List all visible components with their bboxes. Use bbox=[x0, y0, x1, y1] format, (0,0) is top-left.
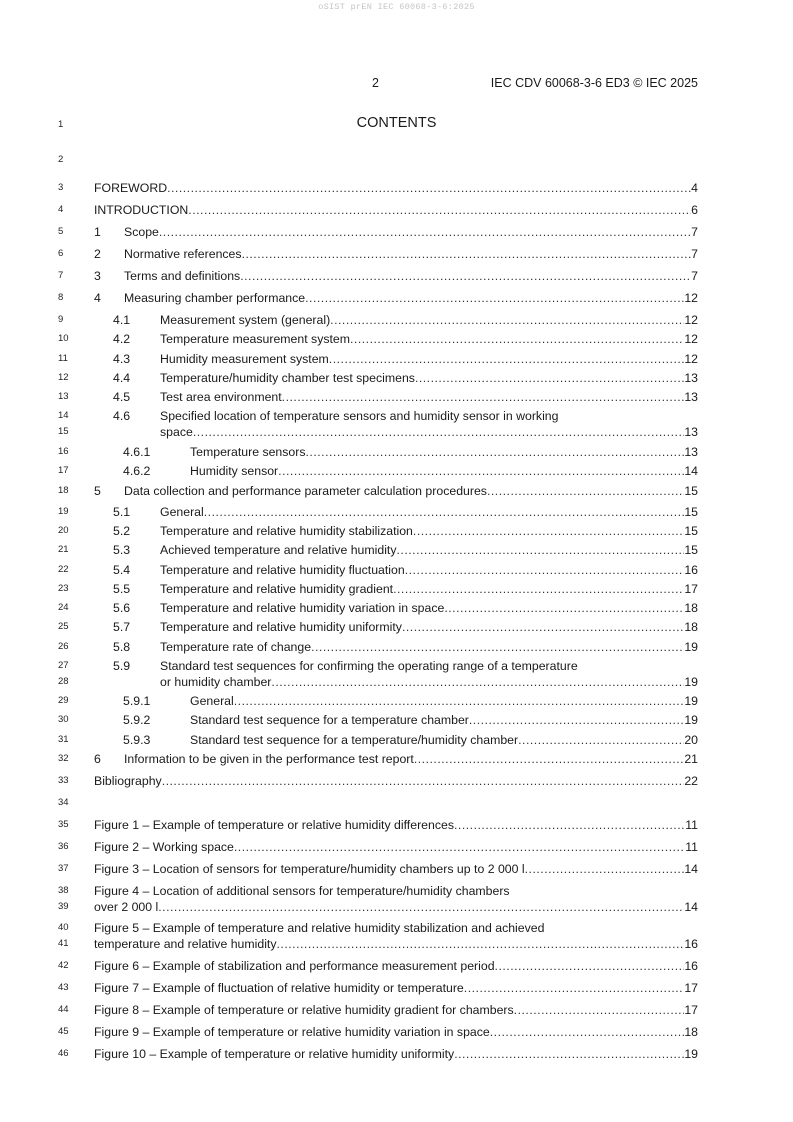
toc-entry-page: 15 bbox=[684, 524, 698, 538]
toc-entry-title: Temperature/humidity chamber test specimens bbox=[160, 371, 415, 385]
toc-entry-4-6-2[interactable] bbox=[123, 463, 698, 479]
figure-entry-2[interactable] bbox=[94, 839, 698, 855]
line-number: 14 bbox=[58, 410, 69, 421]
line-number: 32 bbox=[58, 753, 69, 764]
toc-entry-1[interactable] bbox=[94, 224, 698, 240]
toc-entry-4-5[interactable] bbox=[113, 389, 698, 405]
toc-entry-5-8[interactable] bbox=[113, 639, 698, 655]
figure-entry-title: Figure 2 – Working space bbox=[94, 840, 234, 854]
figure-entry-title-cont: temperature and relative humidity bbox=[94, 937, 277, 951]
document-reference: IEC CDV 60068-3-6 ED3 © IEC 2025 bbox=[490, 76, 698, 90]
toc-entry-5-9-1[interactable] bbox=[123, 693, 698, 709]
leader-dots bbox=[306, 444, 685, 460]
toc-entry-title-cont: space bbox=[160, 425, 193, 439]
page-number: 2 bbox=[372, 76, 379, 90]
toc-entry-number: 4 bbox=[94, 291, 101, 305]
figure-entry-title: Figure 5 – Example of temperature and relative humidity stabilization and achieved bbox=[94, 921, 545, 935]
toc-entry-5-9-cont[interactable] bbox=[160, 674, 698, 690]
line-number: 34 bbox=[58, 797, 69, 808]
leader-dots bbox=[454, 817, 685, 833]
leader-dots bbox=[413, 523, 684, 539]
leader-dots bbox=[350, 331, 684, 347]
leader-dots bbox=[514, 1002, 685, 1018]
toc-entry-3[interactable] bbox=[94, 268, 698, 284]
figure-entry-1[interactable] bbox=[94, 817, 698, 833]
figure-entry-page: 16 bbox=[684, 937, 698, 951]
toc-entry-4-1[interactable] bbox=[113, 312, 698, 328]
line-number: 41 bbox=[58, 938, 69, 949]
watermark: oSIST prEN IEC 60068-3-6:2025 bbox=[318, 2, 475, 12]
leader-dots bbox=[495, 958, 685, 974]
toc-entry-4-6-cont[interactable] bbox=[160, 424, 698, 440]
figure-entry-page: 14 bbox=[684, 862, 698, 876]
figure-entry-page: 14 bbox=[684, 900, 698, 914]
figure-entry-title: Figure 10 – Example of temperature or relative humidity uniformity bbox=[94, 1047, 455, 1061]
toc-entry-title: Measurement system (general) bbox=[160, 313, 331, 327]
toc-entry-page: 19 bbox=[684, 640, 698, 654]
line-number: 29 bbox=[58, 695, 69, 706]
leader-dots bbox=[188, 202, 691, 218]
toc-entry-page: 6 bbox=[691, 203, 698, 217]
toc-entry-page: 18 bbox=[684, 601, 698, 615]
line-number: 7 bbox=[58, 270, 64, 281]
toc-entry-4-4[interactable] bbox=[113, 370, 698, 386]
figure-entry-4-cont[interactable] bbox=[94, 899, 698, 915]
toc-entry-page: 19 bbox=[684, 675, 698, 689]
figure-entry-title-cont: over 2 000 l bbox=[94, 900, 159, 914]
toc-entry-title: Standard test sequence for a temperature chamber bbox=[190, 713, 469, 727]
figure-entry-9[interactable] bbox=[94, 1024, 698, 1040]
leader-dots bbox=[525, 861, 685, 877]
toc-entry-title: Scope bbox=[124, 225, 159, 239]
leader-dots bbox=[329, 351, 685, 367]
figure-entry-title: Figure 8 – Example of temperature or relative humidity gradient for chambers bbox=[94, 1003, 514, 1017]
leader-dots bbox=[162, 773, 685, 789]
toc-entry-title: Temperature sensors bbox=[190, 445, 306, 459]
toc-entry-number: 4.5 bbox=[113, 390, 131, 404]
toc-entry-number: 5.1 bbox=[113, 505, 131, 519]
toc-entry-title: Bibliography bbox=[94, 774, 162, 788]
toc-entry-page: 15 bbox=[684, 484, 698, 498]
toc-entry-number: 5.9.1 bbox=[123, 694, 151, 708]
toc-entry-page: 15 bbox=[684, 505, 698, 519]
line-number: 35 bbox=[58, 819, 69, 830]
figure-entry-page: 17 bbox=[684, 1003, 698, 1017]
leader-dots bbox=[414, 751, 684, 767]
toc-entry-number: 3 bbox=[94, 269, 101, 283]
leader-dots bbox=[277, 936, 685, 952]
figure-entry-title: Figure 3 – Location of sensors for temperature/humidity chambers up to 2 000 l bbox=[94, 862, 525, 876]
leader-dots bbox=[454, 1046, 684, 1062]
toc-entry-page: 14 bbox=[684, 464, 698, 478]
toc-entry-number: 5.4 bbox=[113, 563, 131, 577]
toc-entry-foreword[interactable] bbox=[94, 180, 698, 196]
toc-entry-title: Temperature and relative humidity uniformity bbox=[160, 620, 402, 634]
toc-entry-title: General bbox=[160, 505, 204, 519]
leader-dots bbox=[415, 370, 684, 386]
leader-dots bbox=[305, 290, 684, 306]
leader-dots bbox=[487, 483, 684, 499]
leader-dots bbox=[159, 224, 691, 240]
toc-entry-page: 18 bbox=[684, 620, 698, 634]
toc-entry-page: 15 bbox=[684, 543, 698, 557]
toc-entry-page: 12 bbox=[684, 291, 698, 305]
toc-entry-title: Temperature and relative humidity variation in space bbox=[160, 601, 445, 615]
toc-entry-page: 22 bbox=[684, 774, 698, 788]
toc-entry-4-6-1[interactable] bbox=[123, 444, 698, 460]
toc-entry-page: 13 bbox=[684, 371, 698, 385]
line-number: 12 bbox=[58, 372, 69, 383]
toc-entry-page: 20 bbox=[684, 733, 698, 747]
leader-dots bbox=[278, 463, 684, 479]
toc-entry-number: 4.6 bbox=[113, 409, 131, 423]
toc-entry-4-6[interactable] bbox=[113, 408, 559, 424]
toc-entry-number: 5.3 bbox=[113, 543, 131, 557]
line-number: 8 bbox=[58, 292, 64, 303]
leader-dots bbox=[234, 693, 685, 709]
line-number: 46 bbox=[58, 1048, 69, 1059]
line-number: 19 bbox=[58, 506, 69, 517]
toc-entry-number: 5.5 bbox=[113, 582, 131, 596]
figure-entry-title: Figure 6 – Example of stabilization and performance measurement period bbox=[94, 959, 495, 973]
toc-entry-page: 4 bbox=[691, 181, 698, 195]
line-number: 40 bbox=[58, 922, 69, 933]
toc-entry-number: 5 bbox=[94, 484, 101, 498]
toc-entry-number: 4.3 bbox=[113, 352, 131, 366]
figure-entry-8[interactable] bbox=[94, 1002, 698, 1018]
toc-entry-number: 4.6.2 bbox=[123, 464, 151, 478]
figure-entry-3[interactable] bbox=[94, 861, 698, 877]
leader-dots bbox=[311, 639, 684, 655]
toc-entry-page: 7 bbox=[691, 247, 698, 261]
toc-entry-title: General bbox=[190, 694, 234, 708]
toc-entry-page: 19 bbox=[684, 713, 698, 727]
toc-entry-number: 5.9.2 bbox=[123, 713, 151, 727]
toc-entry-number: 2 bbox=[94, 247, 101, 261]
toc-entry-page: 17 bbox=[684, 582, 698, 596]
toc-entry-number: 1 bbox=[94, 225, 101, 239]
toc-entry-2[interactable] bbox=[94, 246, 698, 262]
line-number: 4 bbox=[58, 204, 64, 215]
toc-entry-title: Data collection and performance parameter calculation procedures bbox=[124, 484, 487, 498]
figure-entry-4[interactable] bbox=[94, 883, 510, 899]
toc-entry-5-7[interactable] bbox=[113, 619, 698, 635]
toc-entry-number: 4.6.1 bbox=[123, 445, 151, 459]
toc-entry-number: 4.1 bbox=[113, 313, 131, 327]
leader-dots bbox=[405, 562, 685, 578]
toc-entry-page: 13 bbox=[684, 425, 698, 439]
figure-entry-page: 17 bbox=[684, 981, 698, 995]
line-number: 11 bbox=[58, 353, 68, 364]
toc-entry-number: 5.9.3 bbox=[123, 733, 151, 747]
toc-entry-page: 13 bbox=[684, 390, 698, 404]
toc-entry-page: 21 bbox=[684, 752, 698, 766]
leader-dots bbox=[469, 712, 684, 728]
toc-entry-number: 5.2 bbox=[113, 524, 131, 538]
toc-entry-number: 5.7 bbox=[113, 620, 131, 634]
line-number: 9 bbox=[58, 314, 64, 325]
line-number: 23 bbox=[58, 583, 69, 594]
toc-entry-page: 13 bbox=[684, 445, 698, 459]
toc-entry-title-cont: or humidity chamber bbox=[160, 675, 272, 689]
leader-dots bbox=[242, 246, 692, 262]
leader-dots bbox=[158, 899, 684, 915]
line-number: 10 bbox=[58, 333, 69, 344]
toc-entry-title: Test area environment bbox=[160, 390, 282, 404]
toc-entry-title: Information to be given in the performance test report bbox=[124, 752, 414, 766]
leader-dots bbox=[330, 312, 684, 328]
figure-entry-page: 11 bbox=[685, 840, 698, 854]
toc-entry-title: Terms and definitions bbox=[124, 269, 241, 283]
line-number: 6 bbox=[58, 248, 64, 259]
toc-entry-title: Measuring chamber performance bbox=[124, 291, 306, 305]
leader-dots bbox=[397, 542, 685, 558]
line-number: 30 bbox=[58, 714, 69, 725]
leader-dots bbox=[282, 389, 685, 405]
line-number: 16 bbox=[58, 446, 69, 457]
toc-entry-title: Achieved temperature and relative humidity bbox=[160, 543, 397, 557]
leader-dots bbox=[444, 600, 684, 616]
toc-entry-6[interactable] bbox=[94, 751, 698, 767]
toc-entry-5-9[interactable] bbox=[113, 658, 578, 674]
toc-entry-page: 7 bbox=[691, 225, 698, 239]
toc-entry-page: 12 bbox=[684, 332, 698, 346]
line-number: 38 bbox=[58, 885, 69, 896]
line-number: 36 bbox=[58, 841, 69, 852]
leader-dots bbox=[240, 268, 691, 284]
line-number: 3 bbox=[58, 182, 64, 193]
toc-entry-title: Temperature rate of change bbox=[160, 640, 312, 654]
line-number: 18 bbox=[58, 485, 69, 496]
figure-entry-10[interactable] bbox=[94, 1046, 698, 1062]
toc-entry-title: Temperature measurement system bbox=[160, 332, 350, 346]
toc-entry-page: 12 bbox=[684, 313, 698, 327]
toc-entry-4[interactable] bbox=[94, 290, 698, 306]
page-title: CONTENTS bbox=[356, 115, 437, 131]
figure-entry-page: 11 bbox=[685, 818, 698, 832]
line-number: 44 bbox=[58, 1004, 69, 1015]
toc-entry-number: 5.6 bbox=[113, 601, 131, 615]
line-number: 31 bbox=[58, 734, 69, 745]
leader-dots bbox=[402, 619, 684, 635]
toc-entry-title: FOREWORD bbox=[94, 181, 168, 195]
figure-entry-title: Figure 4 – Location of additional sensors for temperature/humidity chambers bbox=[94, 884, 510, 898]
figure-entry-page: 16 bbox=[684, 959, 698, 973]
toc-entry-title: Standard test sequences for confirming the operating range of a temperature bbox=[160, 659, 578, 673]
toc-entry-number: 5.9 bbox=[113, 659, 131, 673]
figure-entry-page: 19 bbox=[684, 1047, 698, 1061]
line-number: 21 bbox=[58, 544, 69, 555]
figure-entry-6[interactable] bbox=[94, 958, 698, 974]
toc-entry-bibliography[interactable] bbox=[94, 773, 698, 789]
toc-entry-4-2[interactable] bbox=[113, 331, 698, 347]
toc-entry-page: 16 bbox=[684, 563, 698, 577]
toc-entry-5-1[interactable] bbox=[113, 504, 698, 520]
toc-entry-title: INTRODUCTION bbox=[94, 203, 189, 217]
line-number: 25 bbox=[58, 621, 69, 632]
toc-entry-introduction[interactable] bbox=[94, 202, 698, 218]
line-number: 27 bbox=[58, 660, 69, 671]
line-number: 43 bbox=[58, 982, 69, 993]
toc-entry-number: 4.4 bbox=[113, 371, 131, 385]
leader-dots bbox=[490, 1024, 685, 1040]
toc-entry-title: Temperature and relative humidity gradient bbox=[160, 582, 394, 596]
line-number: 5 bbox=[58, 226, 64, 237]
leader-dots bbox=[204, 504, 685, 520]
toc-entry-5-6[interactable] bbox=[113, 600, 698, 616]
toc-entry-number: 4.2 bbox=[113, 332, 131, 346]
toc-entry-4-3[interactable] bbox=[113, 351, 698, 367]
figure-entry-5[interactable] bbox=[94, 920, 544, 936]
toc-entry-title: Temperature and relative humidity fluctuation bbox=[160, 563, 405, 577]
line-number: 2 bbox=[58, 154, 64, 165]
line-number: 28 bbox=[58, 676, 69, 687]
line-number: 24 bbox=[58, 602, 69, 613]
line-number: 13 bbox=[58, 391, 69, 402]
leader-dots bbox=[518, 732, 684, 748]
line-number: 39 bbox=[58, 901, 69, 912]
figure-entry-title: Figure 1 – Example of temperature or relative humidity differences bbox=[94, 818, 454, 832]
line-number: 22 bbox=[58, 564, 69, 575]
toc-entry-title: Specified location of temperature sensors and humidity sensor in working bbox=[160, 409, 559, 423]
toc-entry-page: 19 bbox=[684, 694, 698, 708]
line-number: 42 bbox=[58, 960, 69, 971]
toc-entry-page: 12 bbox=[684, 352, 698, 366]
line-number: 15 bbox=[58, 426, 69, 437]
toc-entry-5-5[interactable] bbox=[113, 581, 698, 597]
toc-entry-5-2[interactable] bbox=[113, 523, 698, 539]
toc-entry-title: Standard test sequence for a temperature/humidity chamber bbox=[190, 733, 519, 747]
line-number: 26 bbox=[58, 641, 69, 652]
line-number: 20 bbox=[58, 525, 69, 536]
leader-dots bbox=[167, 180, 691, 196]
line-number: 17 bbox=[58, 465, 69, 476]
leader-dots bbox=[393, 581, 684, 597]
figure-entry-page: 18 bbox=[684, 1025, 698, 1039]
figure-entry-title: Figure 9 – Example of temperature or relative humidity variation in space bbox=[94, 1025, 490, 1039]
line-number: 45 bbox=[58, 1026, 69, 1037]
leader-dots bbox=[271, 674, 684, 690]
leader-dots bbox=[464, 980, 685, 996]
figure-entry-5-cont[interactable] bbox=[94, 936, 698, 952]
toc-entry-5-9-2[interactable] bbox=[123, 712, 698, 728]
toc-entry-title: Humidity sensor bbox=[190, 464, 279, 478]
toc-entry-title: Normative references bbox=[124, 247, 242, 261]
toc-entry-5-9-3[interactable] bbox=[123, 732, 698, 748]
toc-entry-5-3[interactable] bbox=[113, 542, 698, 558]
toc-entry-page: 7 bbox=[691, 269, 698, 283]
figure-entry-title: Figure 7 – Example of fluctuation of relative humidity or temperature bbox=[94, 981, 464, 995]
leader-dots bbox=[193, 424, 684, 440]
line-number: 1 bbox=[58, 119, 64, 130]
toc-entry-5-4[interactable] bbox=[113, 562, 698, 578]
toc-entry-title: Humidity measurement system bbox=[160, 352, 329, 366]
toc-entry-5[interactable] bbox=[94, 483, 698, 499]
figure-entry-7[interactable] bbox=[94, 980, 698, 996]
leader-dots bbox=[234, 839, 685, 855]
toc-entry-title: Temperature and relative humidity stabilization bbox=[160, 524, 413, 538]
line-number: 37 bbox=[58, 863, 69, 874]
line-number: 33 bbox=[58, 775, 69, 786]
toc-entry-number: 6 bbox=[94, 752, 101, 766]
toc-entry-number: 5.8 bbox=[113, 640, 131, 654]
